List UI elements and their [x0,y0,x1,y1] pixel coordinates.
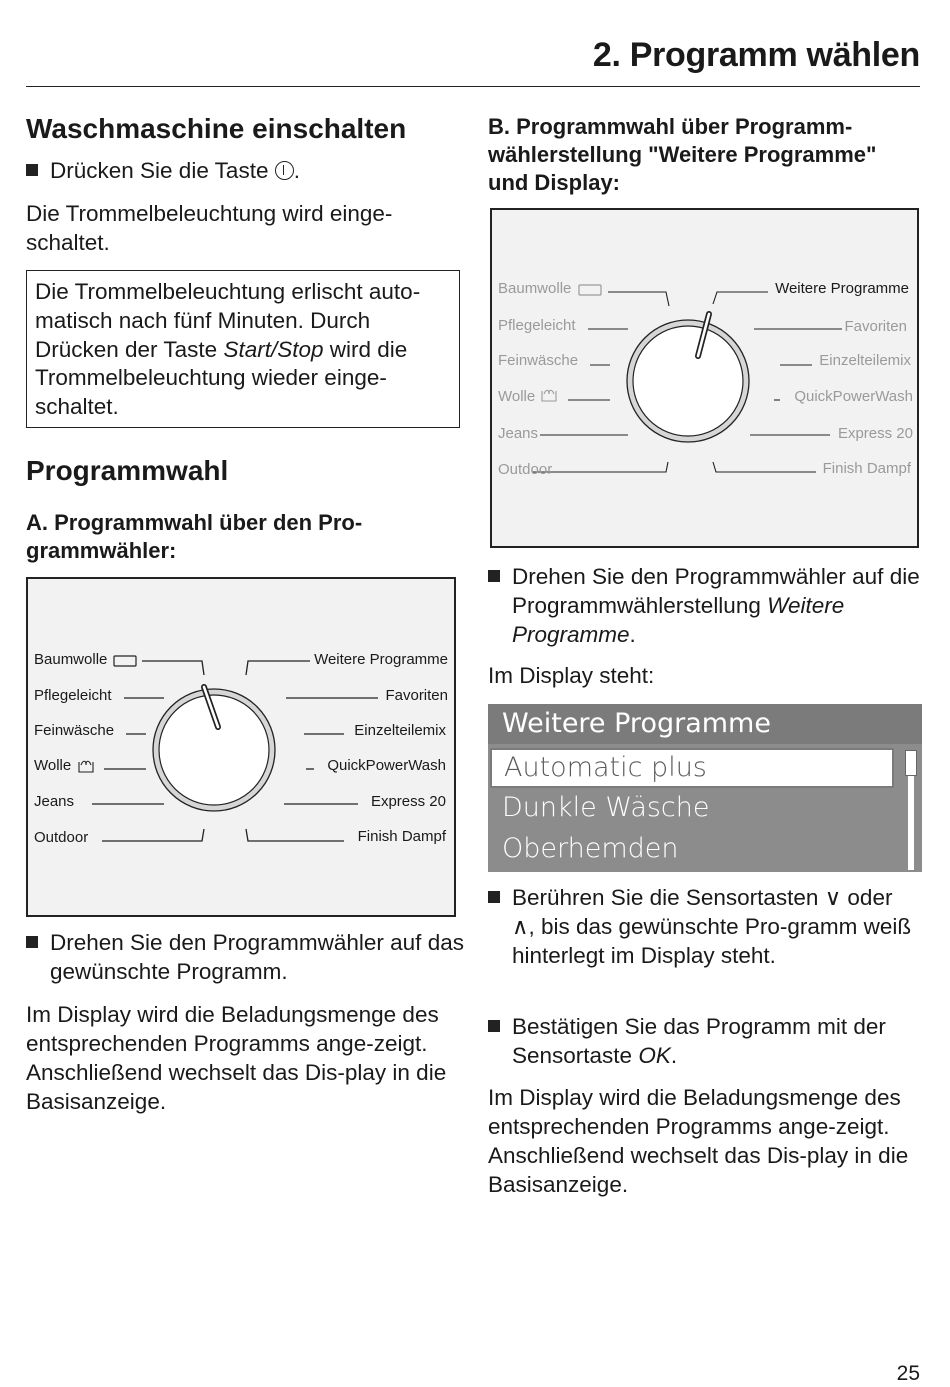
note-text-1: Die Trommelbeleuchtung erlischt auto-matisch nach fünf Minuten. Durch Drücken der Taste [35,279,421,362]
bullet-square [488,891,500,903]
label-finish-dampf-a: Finish Dampf [357,828,446,845]
bullet-touch-sensors [488,883,912,970]
label-express-a: Express 20 [370,793,446,810]
drum-light-text: Die Trommelbeleuchtung wird einge-schaltet. [26,201,393,255]
note-key: Start/Stop [223,336,324,362]
heading-a: A. Programmwahl über den Pro-grammwähler: [26,510,363,563]
label-baumwolle-b: Baumwolle [498,280,572,297]
label-favoriten-a: Favoriten [385,687,448,704]
dial-panel-b [490,208,919,548]
label-pflegeleicht-a: Pflegeleicht [34,687,112,704]
label-weitere-a: Weitere Programme [314,651,448,668]
heading-switch-on: Waschmaschine einschalten [26,113,407,144]
label-einzelteilemix-a: Einzelteilemix [354,722,446,739]
bullet-confirm-em: OK [638,1043,671,1068]
dial-lines-b [492,210,917,546]
bullet-press-text: Drücken Sie die Taste [50,158,269,183]
display-item-selected[interactable]: Automatic plus [490,748,894,788]
label-favoriten-b: Favoriten [844,318,907,335]
dial-lines-a [28,579,454,915]
header-rule [26,86,920,87]
label-jeans-b: Jeans [498,425,539,442]
label-jeans-a: Jeans [34,793,75,810]
power-icon [275,161,294,180]
display-scroll-thumb [905,750,917,776]
label-weitere-b: Weitere Programme [775,280,909,297]
bullet-turn-weitere-end: . [629,622,636,647]
chapter-title: 2. Programm wählen [592,36,920,74]
label-feinwaesche-b: Feinwäsche [498,352,579,369]
bullet-turn-weitere-text: Drehen Sie den Programmwähler auf die Programmwählerstellung [512,564,920,618]
bullet-confirm-text: Bestätigen Sie das Programm mit der Sensortaste [512,1014,886,1068]
label-pflegeleicht-b: Pflegeleicht [498,317,576,334]
bullet-press-end: . [293,158,300,183]
load-text-right: Im Display wird die Beladungsmenge des entsprechenden Programms ange-zeigt. Anschließend wechselt das Dis-play in die Basisanzeige. [488,1085,909,1197]
label-outdoor-a: Outdoor [34,829,89,846]
bullet-press-key [26,156,480,185]
note-box [26,270,460,428]
label-einzelteilemix-b: Einzelteilemix [819,352,911,369]
label-outdoor-b: Outdoor [498,461,553,478]
note-text-2: wird die Trommelbeleuchtung wieder einge-schaltet. [35,336,408,420]
bullet-turn-weitere [488,562,946,649]
bullet-touch-text: Berühren Sie die Sensortasten ∨ oder ∧, bis das gewünschte Pro-gramm weiß hinterlegt im Display steht. [512,885,912,968]
label-express-b: Express 20 [837,425,913,442]
wool-icon-grey [542,390,556,401]
load-text-left: Im Display wird die Beladungsmenge des entsprechenden Programms ange-zeigt. Anschließend wechselt das Dis-play in die Basisanzeige. [26,1002,447,1114]
bullet-square [26,936,38,948]
dial-panel-a [26,577,456,917]
label-feinwaesche-a: Feinwäsche [34,722,115,739]
program-display [488,704,922,872]
page-number: 25 [896,1362,920,1385]
heading-b: B. Programmwahl über Programm-wählerstellung "Weitere Programme" und Display: [488,114,877,195]
display-says-text: Im Display steht: [488,663,655,688]
bullet-turn-weitere-em: Weitere Programme [512,593,845,647]
label-baumwolle-a: Baumwolle [34,651,108,668]
bullet-turn-text: Drehen Sie den Programmwähler auf das gewünschte Programm. [50,930,464,984]
bullet-square [488,1020,500,1032]
label-finish-dampf-b: Finish Dampf [822,460,911,477]
label-quickpowerwash-b: QuickPowerWash [794,388,913,405]
label-wolle-a: Wolle [34,757,72,774]
display-title: Weitere Programme [488,704,922,744]
label-wolle-b: Wolle [498,388,536,405]
display-item[interactable]: Oberhemden [502,833,679,864]
display-item[interactable]: Dunkle Wäsche [502,792,710,823]
bullet-confirm [488,1012,946,1070]
wool-icon [79,761,93,772]
bullet-square [488,570,500,582]
heading-program: Programmwahl [26,455,229,486]
bullet-square [26,164,38,176]
bullet-confirm-end: . [670,1043,678,1068]
bullet-turn-dial [26,928,480,986]
label-quickpowerwash-a: QuickPowerWash [327,757,446,774]
